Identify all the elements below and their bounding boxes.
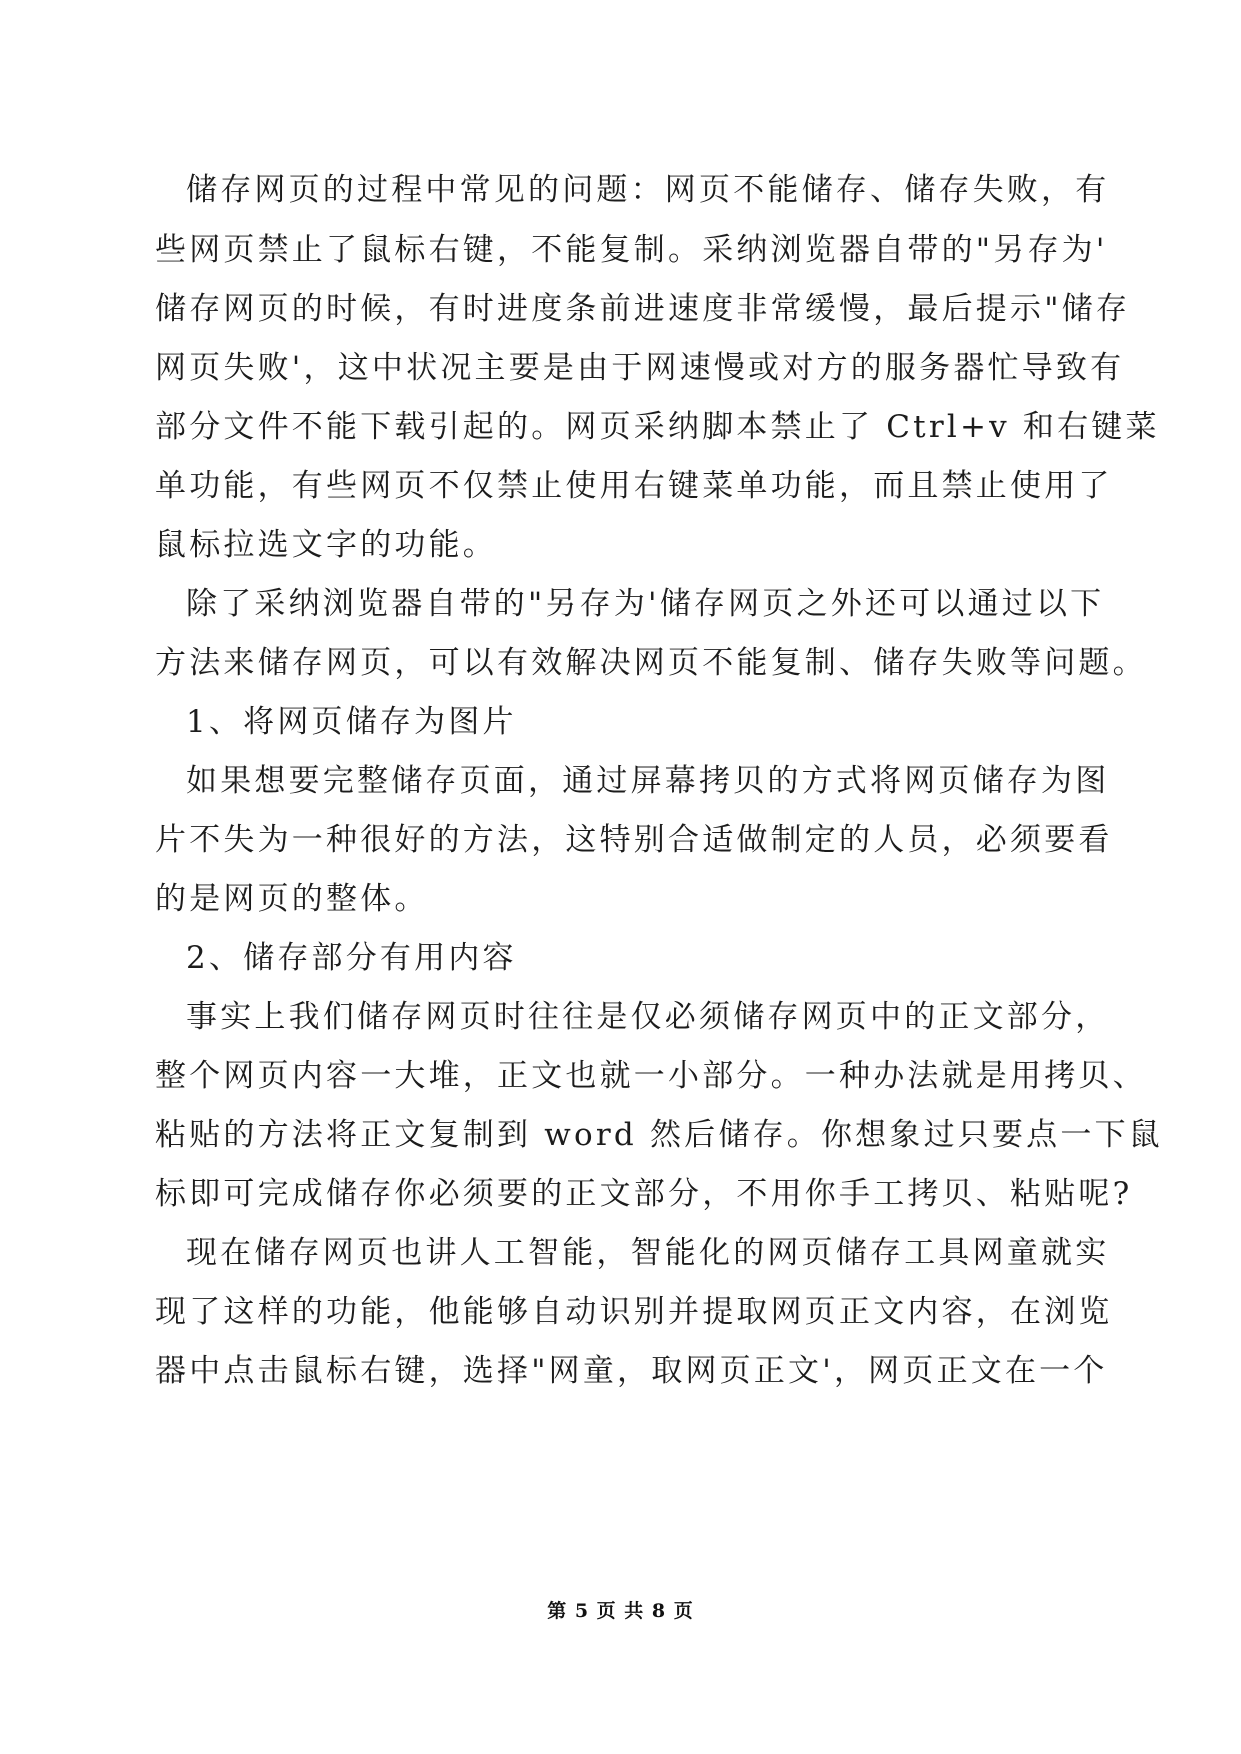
- body-line: 除了采纳浏览器自带的"另存为'储存网页之外还可以通过以下: [186, 586, 1105, 622]
- body-line: 些网页禁止了鼠标右键，不能复制。采纳浏览器自带的"另存为': [155, 232, 1108, 268]
- body-line: 储存网页的时候，有时进度条前进速度非常缓慢，最后提示"储存: [155, 291, 1131, 327]
- body-line: 现了这样的功能，他能够自动识别并提取网页正文内容，在浏览: [155, 1294, 1113, 1330]
- body-line: 如果想要完整储存页面，通过屏幕拷贝的方式将网页储存为图: [186, 763, 1110, 799]
- body-line: 现在储存网页也讲人工智能，智能化的网页储存工具网童就实: [186, 1235, 1110, 1271]
- body-line: 器中点击鼠标右键，选择"网童，取网页正文'，网页正文在一个: [155, 1353, 1108, 1389]
- body-line: 单功能，有些网页不仅禁止使用右键菜单功能，而且禁止使用了: [155, 468, 1113, 504]
- body-line: 标即可完成储存你必须要的正文部分，不用你手工拷贝、粘贴呢?: [155, 1176, 1133, 1212]
- body-line: 储存网页的过程中常见的问题：网页不能储存、储存失败，有: [186, 172, 1110, 208]
- body-line: 粘贴的方法将正文复制到 word 然后储存。你想象过只要点一下鼠: [155, 1117, 1163, 1153]
- body-line: 部分文件不能下载引起的。网页采纳脚本禁止了 Ctrl+v 和右键菜: [155, 409, 1160, 445]
- body-line: 整个网页内容一大堆，正文也就一小部分。一种办法就是用拷贝、: [155, 1058, 1147, 1094]
- section-heading: 1、将网页储存为图片: [186, 704, 517, 740]
- body-line: 方法来储存网页，可以有效解决网页不能复制、储存失败等问题。: [155, 645, 1147, 681]
- body-line: 事实上我们储存网页时往往是仅必须储存网页中的正文部分，: [186, 999, 1110, 1035]
- page-number-footer: 第 5 页 共 8 页: [547, 1600, 694, 1622]
- section-heading: 2、储存部分有用内容: [186, 940, 517, 976]
- body-line: 片不失为一种很好的方法，这特别合适做制定的人员，必须要看: [155, 822, 1113, 858]
- body-line: 网页失败'，这中状况主要是由于网速慢或对方的服务器忙导致有: [155, 350, 1125, 386]
- body-line: 的是网页的整体。: [155, 881, 429, 917]
- body-line: 鼠标拉选文字的功能。: [155, 527, 497, 563]
